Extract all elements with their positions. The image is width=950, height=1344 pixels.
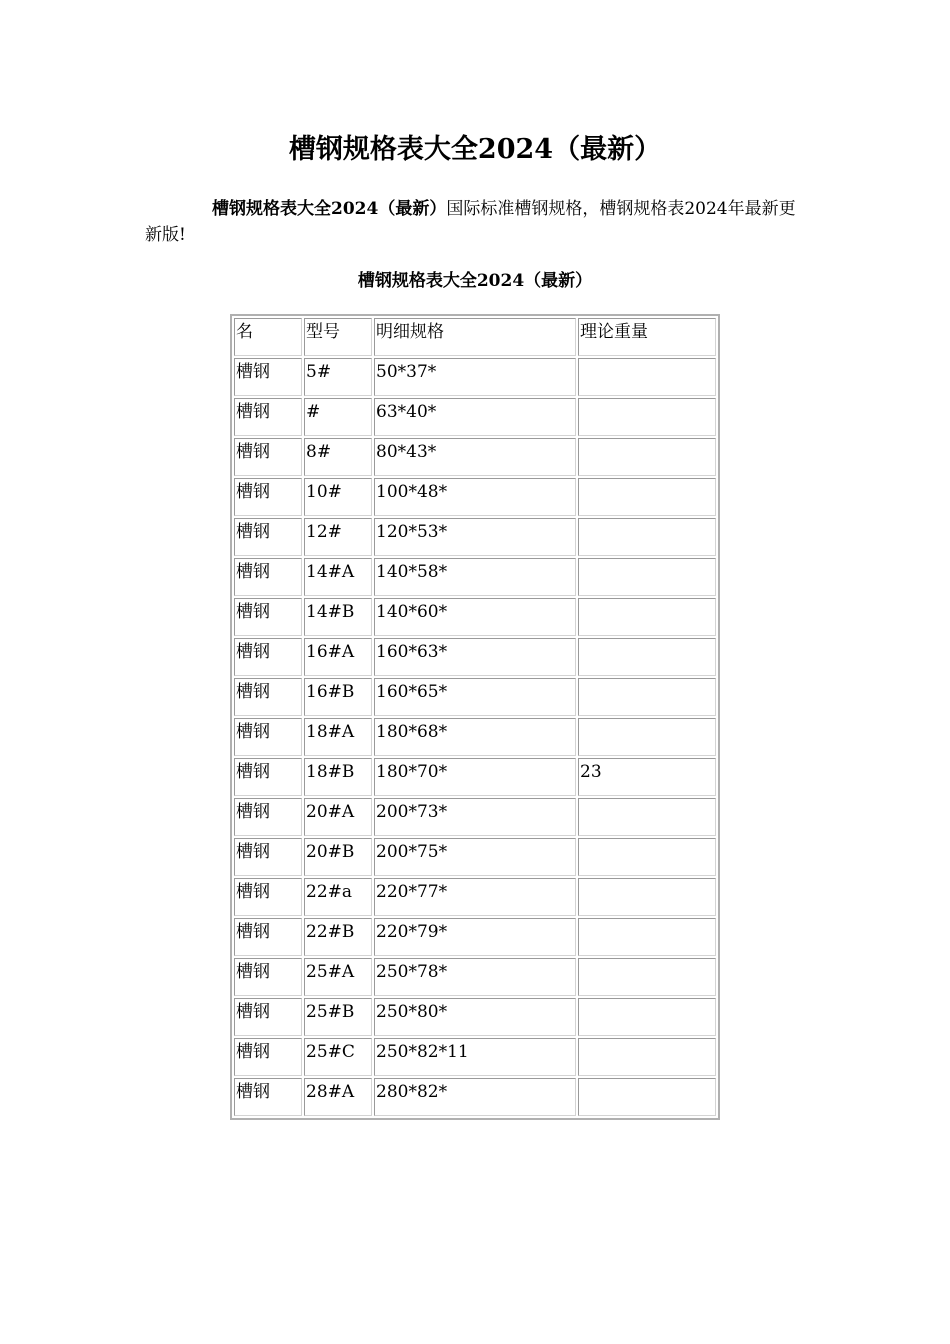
cell-model: 25#B — [304, 998, 372, 1036]
cell-model: 12# — [304, 518, 372, 556]
cell-name: 槽钢 — [234, 718, 302, 756]
cell-spec: 250*78* — [374, 958, 576, 996]
cell-model: 16#A — [304, 638, 372, 676]
intro-text: 国际标准槽钢规格，槽钢规格表2024年最新更新版! — [145, 199, 796, 245]
cell-model: 18#B — [304, 758, 372, 796]
cell-spec: 220*77* — [374, 878, 576, 916]
cell-model: 8# — [304, 438, 372, 476]
cell-name: 槽钢 — [234, 998, 302, 1036]
page-title: 槽钢规格表大全2024（最新） — [288, 134, 662, 165]
table-row — [234, 758, 716, 796]
cell-weight — [578, 918, 716, 956]
header-spec: 明细规格 — [374, 318, 576, 356]
cell-spec: 200*73* — [374, 798, 576, 836]
cell-model: 5# — [304, 358, 372, 396]
cell-spec: 80*43* — [374, 438, 576, 476]
cell-spec: 50*37* — [374, 358, 576, 396]
cell-name: 槽钢 — [234, 358, 302, 396]
table-row — [234, 838, 716, 876]
cell-weight — [578, 998, 716, 1036]
cell-spec: 140*58* — [374, 558, 576, 596]
cell-spec: 250*82*11 — [374, 1038, 576, 1076]
cell-weight — [578, 558, 716, 596]
cell-spec: 200*75* — [374, 838, 576, 876]
table-row — [234, 798, 716, 836]
table-row — [234, 358, 716, 396]
header-weight: 理论重量 — [578, 318, 716, 356]
cell-weight — [578, 478, 716, 516]
intro-lead: 槽钢规格表大全2024（最新） — [212, 199, 447, 219]
table-row — [234, 558, 716, 596]
cell-weight — [578, 958, 716, 996]
cell-weight — [578, 398, 716, 436]
cell-name: 槽钢 — [234, 838, 302, 876]
cell-model: 16#B — [304, 678, 372, 716]
cell-weight — [578, 678, 716, 716]
cell-spec: 220*79* — [374, 918, 576, 956]
cell-weight — [578, 1038, 716, 1076]
cell-weight — [578, 838, 716, 876]
cell-spec: 280*82* — [374, 1078, 576, 1116]
cell-weight — [578, 878, 716, 916]
cell-name: 槽钢 — [234, 798, 302, 836]
cell-model: 18#A — [304, 718, 372, 756]
table-row — [234, 638, 716, 676]
cell-spec: 63*40* — [374, 398, 576, 436]
cell-weight — [578, 638, 716, 676]
cell-model: 10# — [304, 478, 372, 516]
cell-weight — [578, 438, 716, 476]
cell-weight — [578, 358, 716, 396]
cell-spec: 250*80* — [374, 998, 576, 1036]
cell-name: 槽钢 — [234, 638, 302, 676]
cell-model: 25#A — [304, 958, 372, 996]
cell-name: 槽钢 — [234, 478, 302, 516]
cell-name: 槽钢 — [234, 1078, 302, 1116]
cell-weight — [578, 598, 716, 636]
cell-spec: 120*53* — [374, 518, 576, 556]
table-row — [234, 958, 716, 996]
table-row — [234, 598, 716, 636]
cell-name: 槽钢 — [234, 1038, 302, 1076]
table-title: 槽钢规格表大全2024（最新） — [357, 271, 593, 291]
header-name: 名 — [234, 318, 302, 356]
table-row — [234, 878, 716, 916]
table-row — [234, 1038, 716, 1076]
cell-model: 28#A — [304, 1078, 372, 1116]
cell-name: 槽钢 — [234, 918, 302, 956]
table-row — [234, 998, 716, 1036]
channel-steel-spec-table — [230, 314, 720, 1120]
cell-name: 槽钢 — [234, 878, 302, 916]
table-row — [234, 918, 716, 956]
cell-model: 14#B — [304, 598, 372, 636]
table-row — [234, 718, 716, 756]
cell-spec: 100*48* — [374, 478, 576, 516]
cell-name: 槽钢 — [234, 398, 302, 436]
cell-name: 槽钢 — [234, 598, 302, 636]
cell-spec: 180*68* — [374, 718, 576, 756]
table-header-row — [234, 318, 716, 356]
cell-spec: 140*60* — [374, 598, 576, 636]
cell-weight — [578, 798, 716, 836]
cell-name: 槽钢 — [234, 558, 302, 596]
cell-name: 槽钢 — [234, 758, 302, 796]
cell-weight — [578, 1078, 716, 1116]
cell-model: 22#a — [304, 878, 372, 916]
cell-name: 槽钢 — [234, 518, 302, 556]
cell-name: 槽钢 — [234, 958, 302, 996]
cell-name: 槽钢 — [234, 678, 302, 716]
cell-model: 14#A — [304, 558, 372, 596]
cell-weight — [578, 518, 716, 556]
table-row — [234, 678, 716, 716]
cell-model: 22#B — [304, 918, 372, 956]
cell-model: 20#B — [304, 838, 372, 876]
cell-weight — [578, 718, 716, 756]
cell-spec: 180*70* — [374, 758, 576, 796]
intro-paragraph — [145, 196, 810, 248]
table-row — [234, 438, 716, 476]
cell-spec: 160*63* — [374, 638, 576, 676]
table-row — [234, 398, 716, 436]
cell-model: # — [304, 398, 372, 436]
cell-model: 20#A — [304, 798, 372, 836]
table-row — [234, 478, 716, 516]
cell-model: 25#C — [304, 1038, 372, 1076]
cell-name: 槽钢 — [234, 438, 302, 476]
table-row — [234, 1078, 716, 1116]
header-model: 型号 — [304, 318, 372, 356]
cell-weight: 23 — [578, 758, 716, 796]
cell-spec: 160*65* — [374, 678, 576, 716]
table-row — [234, 518, 716, 556]
